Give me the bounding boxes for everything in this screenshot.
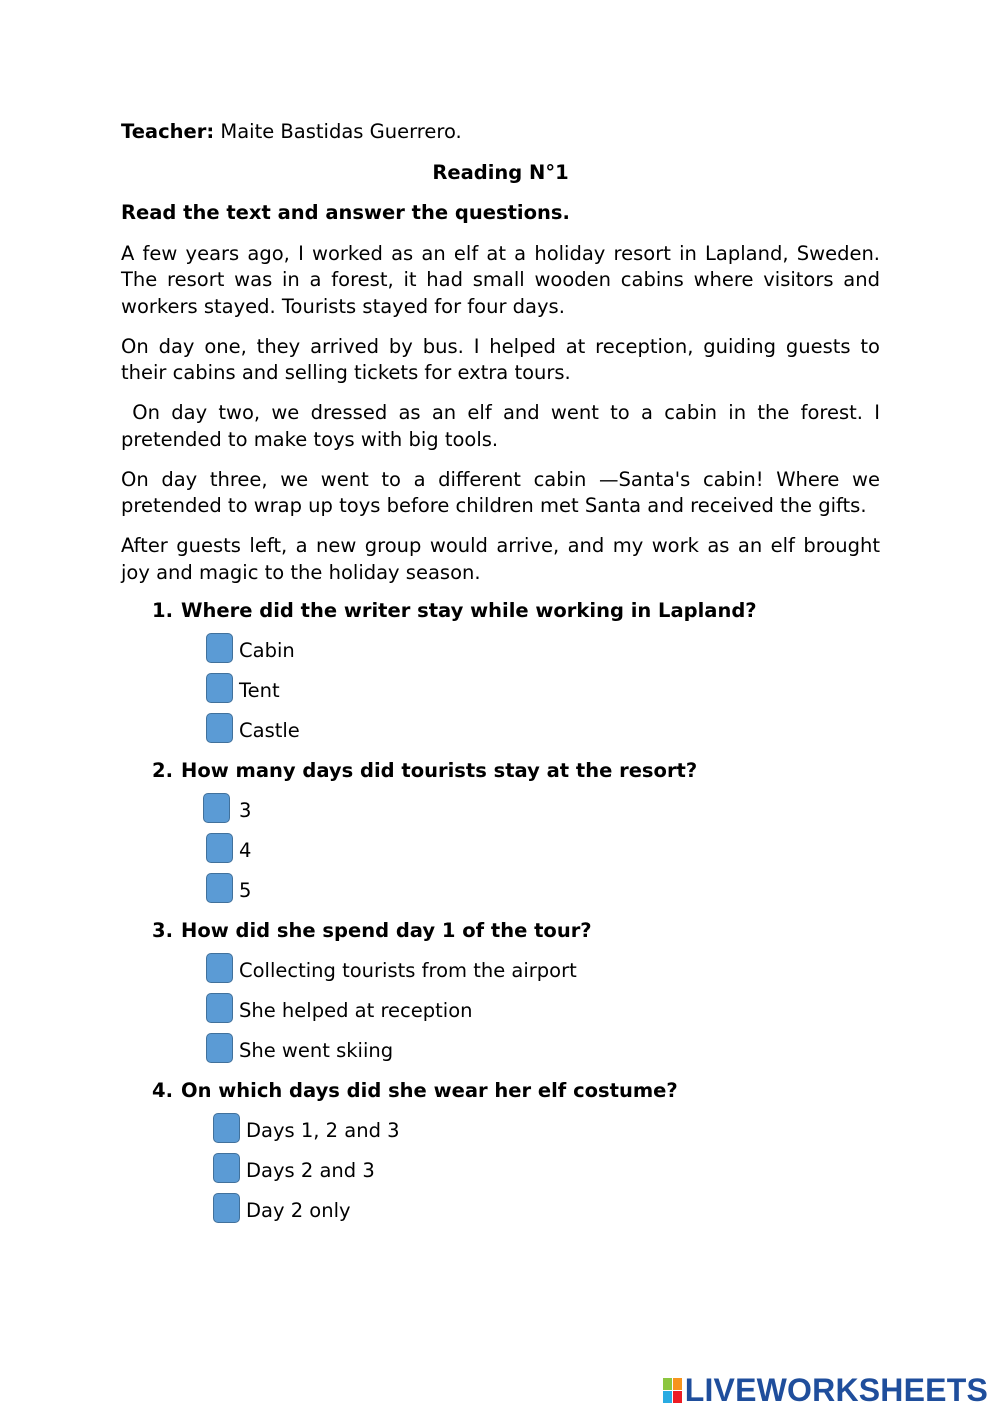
reading-paragraph: On day one, they arrived by bus. I helped at reception, guiding guests to their cabins and selling tickets for extra tours. [121,334,880,384]
option-5[interactable] [206,878,880,918]
question-number: 4. [152,1079,173,1102]
option-label: Cabin [239,639,295,662]
checkbox[interactable] [206,1033,233,1063]
option-label: Castle [239,719,300,742]
option-label: Day 2 only [246,1199,351,1222]
reading-paragraph: On day two, we dressed as an elf and went to a cabin in the forest. I pretended to make toys with big tools. [121,401,887,451]
option-tent[interactable] [206,678,880,718]
option-3[interactable] [203,798,880,838]
option-label: Days 2 and 3 [246,1159,375,1182]
checkbox[interactable] [206,953,233,983]
checkbox[interactable] [206,633,233,663]
option-label: 4 [239,839,252,862]
option-label: 5 [239,879,252,902]
question-1 [121,598,880,758]
reading-paragraph: After guests left, a new group would arrive, and my work as an elf brought joy and magic to the holiday season. [121,534,880,584]
question-number: 2. [152,759,173,782]
checkbox[interactable] [206,713,233,743]
option-label: She helped at reception [239,999,473,1022]
question-3 [121,918,880,1078]
teacher-line [121,119,880,146]
option-label: Collecting tourists from the airport [239,959,577,982]
checkbox[interactable] [206,993,233,1023]
reading-paragraph: A few years ago, I worked as an elf at a holiday resort in Lapland, Sweden. The resort was in a forest, it had small wooden cabins where visitors and workers stayed. Tourists stayed for four days. [121,241,880,318]
option-label: She went skiing [239,1039,394,1062]
worksheet [121,119,887,1238]
question-text [152,1078,880,1118]
option-4[interactable] [206,838,880,878]
option-cabin[interactable] [206,638,880,678]
option-reception[interactable] [206,998,880,1038]
page-title: Reading N°1 [432,160,569,184]
logo-text: LIVEWORKSHEETS [684,1372,988,1408]
teacher-name: Maite Bastidas Guerrero. [214,120,462,143]
question-number: 1. [152,599,173,622]
reading-paragraph: On day three, we went to a different cabin —Santa's cabin! Where we pretended to wrap up toys before children met Santa and received the gifts. [121,467,880,517]
question-label: Where did the writer stay while working in Lapland? [181,599,757,622]
option-day-2-only[interactable] [213,1198,880,1238]
question-label: On which days did she wear her elf costume? [181,1079,678,1102]
question-text [152,918,880,958]
option-label: 3 [239,799,252,822]
question-label: How many days did tourists stay at the resort? [181,759,698,782]
option-days-123[interactable] [213,1118,880,1158]
teacher-label: Teacher: [121,120,215,143]
option-days-23[interactable] [213,1158,880,1198]
instruction: Read the text and answer the questions. [121,201,570,224]
checkbox[interactable] [206,673,233,703]
question-4 [121,1078,880,1238]
checkbox[interactable] [206,873,233,903]
checkbox[interactable] [213,1193,240,1223]
checkbox[interactable] [213,1153,240,1183]
question-text [152,598,880,638]
question-2 [121,758,880,918]
question-label: How did she spend day 1 of the tour? [181,919,592,942]
option-label: Days 1, 2 and 3 [246,1119,400,1142]
option-castle[interactable] [206,718,880,758]
question-text [152,758,880,798]
option-airport[interactable] [206,958,880,998]
checkbox[interactable] [203,793,230,823]
logo-icon [663,1378,683,1404]
checkbox[interactable] [206,833,233,863]
checkbox[interactable] [213,1113,240,1143]
option-skiing[interactable] [206,1038,880,1078]
question-number: 3. [152,919,173,942]
liveworksheets-logo [663,1372,988,1409]
option-label: Tent [239,679,280,702]
